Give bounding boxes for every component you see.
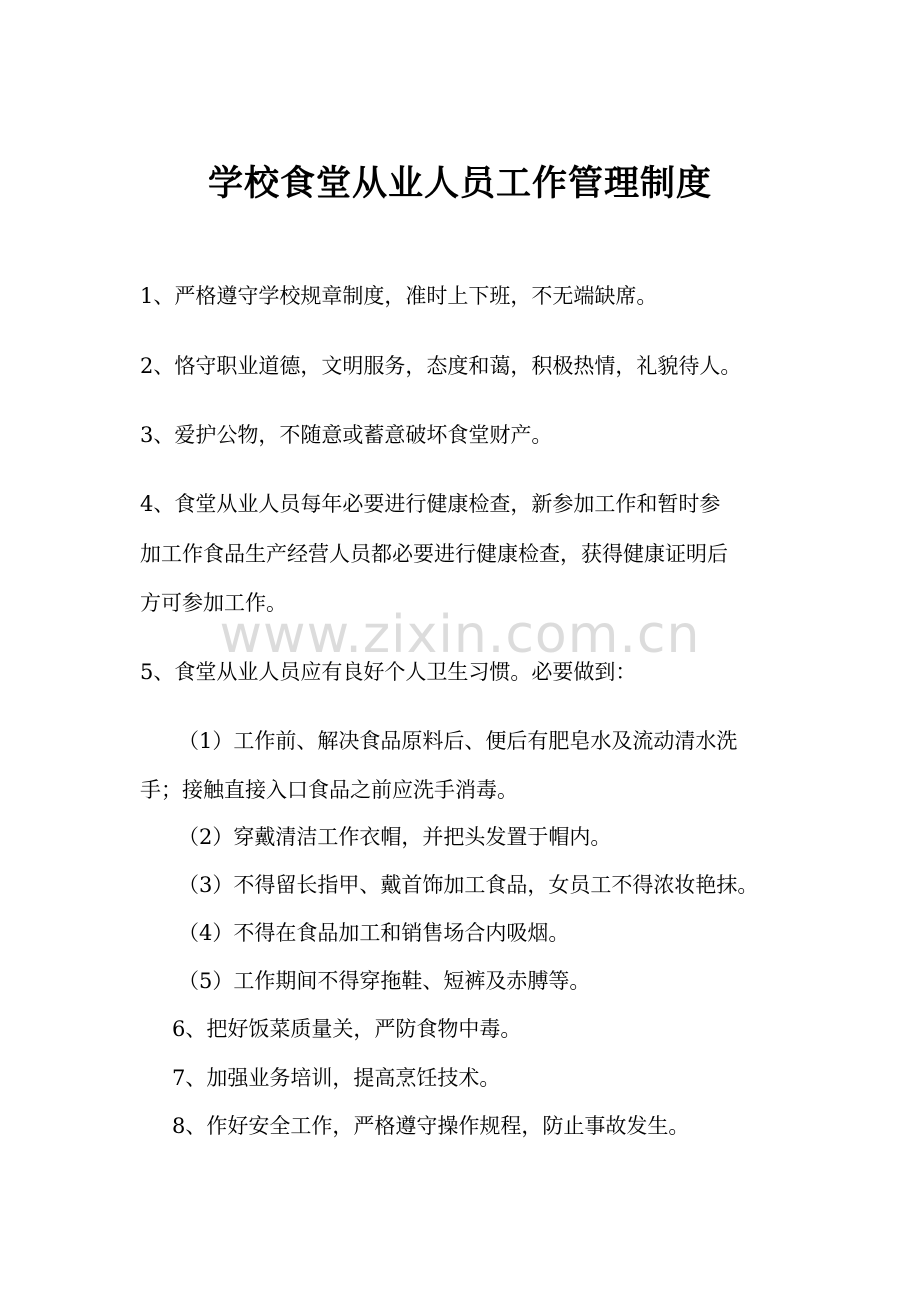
rule-4-line-3: 方可参加工作。 — [140, 591, 287, 615]
rule-7: 7、加强业务培训，提高烹饪技术。 — [172, 1066, 501, 1090]
rule-4-line-2: 加工作食品生产经营人员都必要进行健康检查，获得健康证明后 — [140, 542, 728, 566]
rule-6: 6、把好饭菜质量关，严防食物中毒。 — [172, 1017, 522, 1041]
subrule-5: （5）工作期间不得穿拖鞋、短裤及赤膊等。 — [178, 969, 591, 993]
rule-4-line-1: 4、食堂从业人员每年必要进行健康检查，新参加工作和暂时参 — [140, 492, 721, 516]
page-title: 学校食堂从业人员工作管理制度 — [207, 164, 712, 204]
subrule-2: （2）穿戴清洁工作衣帽，并把头发置于帽内。 — [178, 825, 612, 849]
subrule-3: （3）不得留长指甲、戴首饰加工食品，女员工不得浓妆艳抹。 — [178, 873, 759, 897]
rule-8: 8、作好安全工作，严格遵守操作规程，防止事故发生。 — [172, 1114, 690, 1138]
subrule-1-line-1: （1）工作前、解决食品原料后、便后有肥皂水及流动清水洗 — [178, 729, 738, 753]
watermark: www.zixin.com.cn — [219, 605, 701, 665]
rule-5: 5、食堂从业人员应有良好个人卫生习惯。必要做到： — [140, 660, 637, 684]
rule-1: 1、严格遵守学校规章制度，准时上下班，不无端缺席。 — [140, 284, 658, 308]
rule-3: 3、爱护公物，不随意或蓄意破坏食堂财产。 — [140, 423, 553, 447]
subrule-4: （4）不得在食品加工和销售场合内吸烟。 — [178, 921, 570, 945]
rule-2: 2、恪守职业道德，文明服务，态度和蔼，积极热情，礼貌待人。 — [140, 354, 742, 378]
subrule-1-line-2: 手；接触直接入口食品之前应洗手消毒。 — [140, 778, 518, 802]
